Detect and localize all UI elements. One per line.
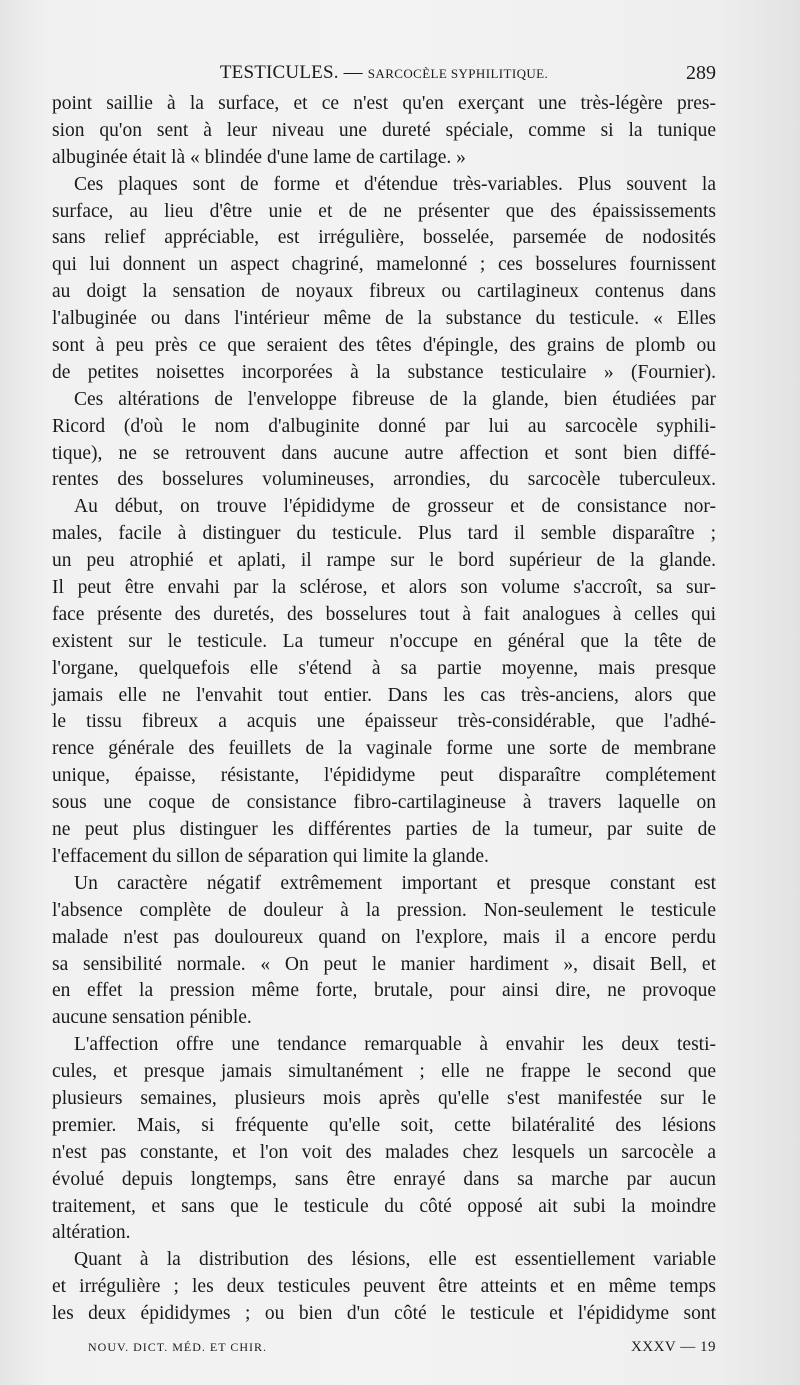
text-line: Il peut être envahi par la sclérose, et alors son volume s'accroît, sa sur- [52, 577, 716, 599]
text-line: le tissu fibreux a acquis une épaisseur très-considérable, que l'adhé- [52, 711, 716, 733]
footer-signature: NOUV. DICT. MÉD. ET CHIR. [88, 1340, 268, 1354]
text-line: l'albuginée ou dans l'intérieur même de la substance du testicule. « Elles [52, 308, 716, 330]
text-line: au doigt la sensation de noyaux fibreux ou cartilagineux contenus dans [52, 281, 716, 303]
text-line: aucune sensation pénible. [52, 1007, 252, 1029]
text-line: males, facile à distinguer du testicule. Plus tard il semble disparaître ; [52, 523, 716, 545]
text-line: les deux épididymes ; ou bien d'un côté le testicule et l'épididyme sont [52, 1303, 716, 1325]
text-line: en effet la pression même forte, brutale, pour ainsi dire, ne provoque [52, 980, 716, 1002]
text-line: malade n'est pas douloureux quand on l'explore, mais il a encore perdu [52, 926, 716, 948]
text-line: sont à peu près ce que seraient des têtes d'épingle, des grains de plomb ou [52, 335, 716, 357]
text-line: traitement, et sans que le testicule du côté opposé ait subi la moindre [52, 1195, 716, 1217]
text-line: premier. Mais, si fréquente qu'elle soit, cette bilatéralité des lésions [52, 1114, 716, 1136]
text-line: Ricord (d'où le nom d'albuginite donné par lui au sarcocèle syphili- [52, 415, 716, 437]
running-title-dash: — [343, 62, 363, 83]
page-footer [88, 1336, 716, 1358]
text-line: Au début, on trouve l'épididyme de grosseur et de consistance nor- [74, 496, 716, 518]
text-line: évolué depuis longtemps, sans être enrayé dans sa marche par aucun [52, 1168, 716, 1190]
text-line: Quant à la distribution des lésions, elle est essentiellement variable [74, 1249, 716, 1271]
text-line: qui lui donnent un aspect chagriné, mamelonné ; ces bosselures fournissent [52, 254, 716, 276]
running-title-subtitle: SARCOCÈLE SYPHILITIQUE. [367, 66, 549, 81]
text-line: plusieurs semaines, plusieurs mois après qu'elle s'est manifestée sur le [52, 1087, 716, 1109]
text-line: l'effacement du sillon de séparation qui limite la glande. [52, 845, 489, 867]
text-line: jamais elle ne l'envahit tout entier. Dans les cas très-anciens, alors que [52, 684, 716, 706]
text-line: rence générale des feuillets de la vaginale forme une sorte de membrane [52, 738, 716, 760]
text-line: sans relief appréciable, est irrégulière, bosselée, parsemée de nodosités [52, 227, 716, 249]
running-title [52, 58, 716, 89]
text-line: n'est pas constante, et l'on voit des malades chez lesquels un sarcocèle a [52, 1141, 716, 1163]
text-line: rentes des bosselures volumineuses, arrondies, du sarcocèle tuberculeux. [52, 469, 716, 491]
page-header [52, 58, 716, 88]
running-title-main: TESTICULES. [219, 62, 339, 83]
text-line: Ces altérations de l'enveloppe fibreuse de la glande, bien étudiées par [74, 388, 716, 410]
text-line: l'organe, quelquefois elle s'étend à sa partie moyenne, mais presque [52, 657, 716, 679]
text-line: cules, et presque jamais simultanément ; elle ne frappe le second que [52, 1061, 716, 1083]
text-line: albuginée était là « blindée d'une lame de cartilage. » [52, 146, 466, 168]
page-number: 289 [686, 62, 716, 84]
text-line: surface, au lieu d'être unie et de ne présenter que des épaississements [52, 200, 716, 222]
text-line: unique, épaisse, résistante, l'épididyme peut disparaître complétement [52, 765, 716, 787]
text-line: un peu atrophié et aplati, il rampe sur le bord supérieur de la glande. [52, 550, 716, 572]
text-line: ne peut plus distinguer les différentes parties de la tumeur, par suite de [52, 819, 716, 841]
text-line: et irrégulière ; les deux testicules peuvent être atteints et en même temps [52, 1276, 716, 1298]
text-line: Ces plaques sont de forme et d'étendue très-variables. Plus souvent la [74, 173, 716, 195]
body-text [52, 91, 716, 1328]
text-line: Un caractère négatif extrêmement important et presque constant est [74, 872, 716, 894]
text-line: L'affection offre une tendance remarquable à envahir les deux testi- [74, 1034, 716, 1056]
text-line: face présente des duretés, des bosselures tout à fait analogues à celles qui [52, 603, 716, 625]
text-line: existent sur le testicule. La tumeur n'occupe en général que la tête de [52, 630, 716, 652]
text-line: point saillie à la surface, et ce n'est qu'en exerçant une très-légère pres- [52, 93, 716, 114]
text-line: sion qu'on sent à leur niveau une dureté spéciale, comme si la tunique [52, 119, 716, 141]
text-line: de petites noisettes incorporées à la substance testiculaire » (Fournier). [52, 361, 716, 383]
text-line: sous une coque de consistance fibro-cartilagineuse à travers laquelle on [52, 792, 716, 814]
text-line: tique), ne se retrouvent dans aucune autre affection et sont bien diffé- [52, 442, 716, 464]
text-line: altération. [52, 1222, 131, 1244]
text-line: sa sensibilité normale. « On peut le manier hardiment », disait Bell, et [52, 953, 716, 975]
footer-volume-sheet: XXXV — 19 [630, 1339, 716, 1355]
text-line: l'absence complète de douleur à la pression. Non-seulement le testicule [52, 899, 716, 921]
